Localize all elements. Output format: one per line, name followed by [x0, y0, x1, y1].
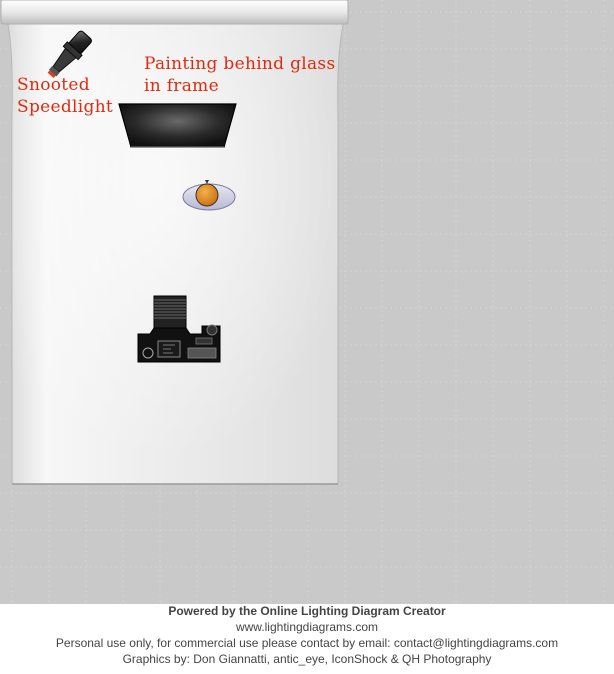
footer-license: Personal use only, for commercial use please contact by email: contact@lightingdiagrams.com — [55, 636, 559, 650]
credits-footer — [0, 603, 614, 667]
snooted-speedlight-label — [17, 74, 113, 118]
painting-label-line-2: in frame — [144, 76, 219, 96]
subject-icon[interactable] — [181, 177, 237, 213]
snoot-label-line-1: Snooted — [17, 75, 90, 95]
footer-website[interactable]: www.lightingdiagrams.com — [235, 620, 379, 634]
camera-icon[interactable] — [136, 294, 222, 366]
footer-powered-by: Powered by the Online Lighting Diagram Creator — [168, 604, 446, 618]
painting-frame-icon[interactable] — [118, 102, 238, 150]
painting-label-line-1: Painting behind glass — [144, 54, 336, 74]
snoot-label-line-2: Speedlight — [17, 97, 114, 117]
footer-graphics-credits: Graphics by: Don Giannatti, antic_eye, IconShock & QH Photography — [122, 652, 492, 666]
painting-label — [144, 53, 335, 97]
